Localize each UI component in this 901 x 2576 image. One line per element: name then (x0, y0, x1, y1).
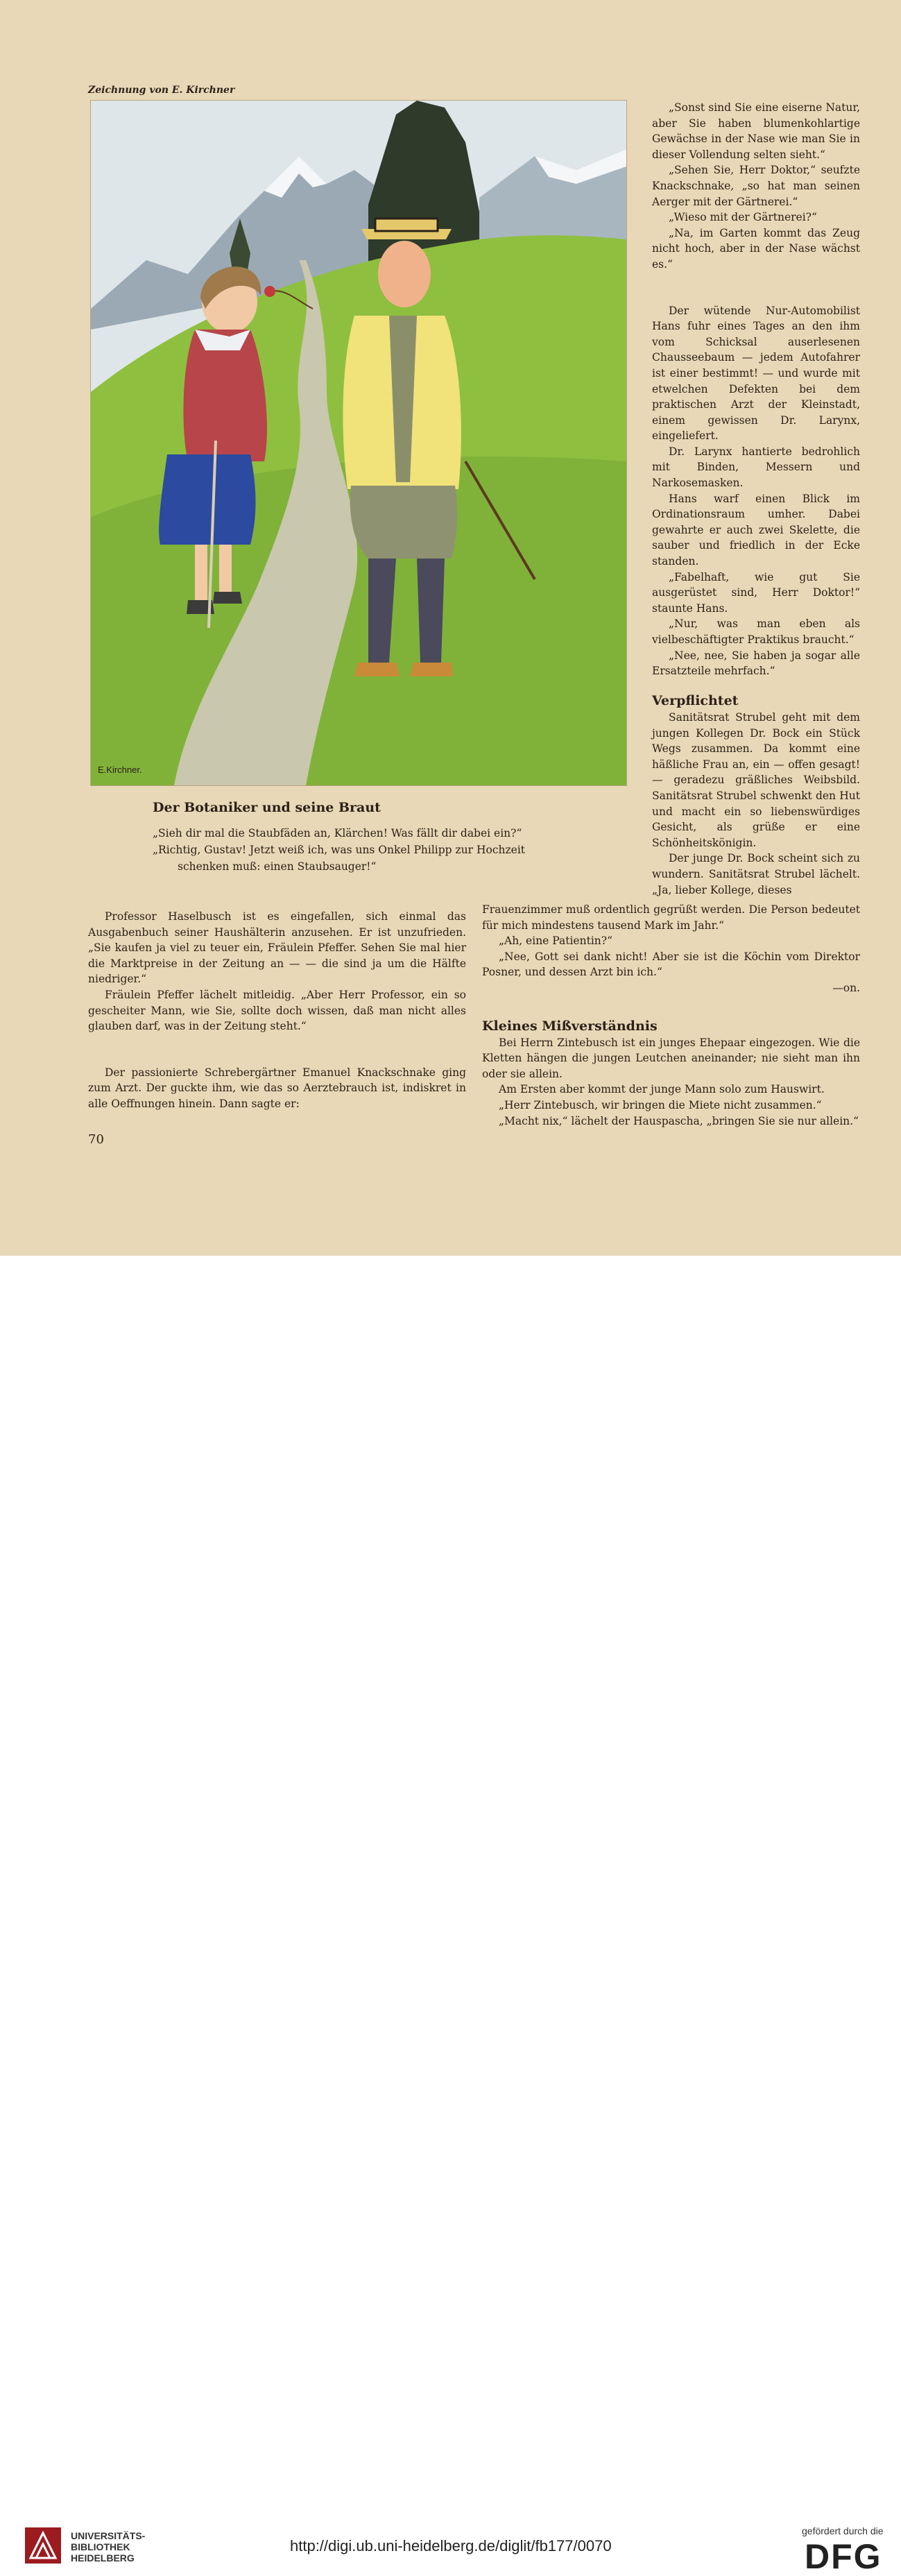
caption-line: „Sieh dir mal die Staubfäden an, Klärchen! Was fällt dir dabei ein?“ (153, 827, 522, 839)
illustration-signature: E.Kirchner. (98, 765, 142, 775)
library-name[interactable]: UNIVERSITÄTS- BIBLIOTHEK HEIDELBERG (71, 2530, 146, 2564)
permalink-url[interactable]: http://digi.ub.uni-heidelberg.de/diglit/fb177/0070 (290, 2537, 612, 2554)
paragraph: „Herr Zintebusch, wir bringen die Miete nicht zusammen.“ (499, 1098, 822, 1111)
paragraph: Frauenzimmer muß ordentlich gegrüßt werden. Die Person bedeutet für mich mindestens tausend Mark im Jahr.“ (482, 903, 860, 932)
paragraph: „Sonst sind Sie eine eiserne Natur, aber Sie haben blumenkohlartige Gewächse in der Nase wie man Sie in dieser Vollendung selten sieht.“ (652, 101, 860, 161)
illustration (90, 100, 627, 786)
caption-line: schenken muß: einen Staubsauger!“ (178, 860, 377, 873)
right-column-top (652, 100, 860, 679)
paragraph: „Fabelhaft, wie gut Sie ausgerüstet sind, Herr Doktor!“ staunte Hans. (652, 570, 860, 615)
left-bottom-column (88, 909, 466, 1112)
section-heading: Kleines Mißverständnis (482, 1018, 658, 1034)
paragraph: „Ah, eine Patientin?“ (499, 935, 612, 948)
illustration-credit: Zeichnung von E. Kirchner (88, 85, 235, 96)
author-signature: —on. (832, 981, 860, 994)
library-logo-icon (25, 2527, 61, 2564)
paragraph: Hans warf einen Blick im Ordinationsraum umher. Dabei gewahrte er auch zwei Skelette, die sauber und friedlich in der Ecke standen. (652, 492, 860, 568)
page-number: 70 (88, 1132, 104, 1147)
paragraph: Fräulein Pfeffer lächelt mitleidig. „Aber Herr Professor, ein so gescheiter Mann, wie Sie, sollte doch wissen, daß man nicht alles glauben darf, was in der Zeitung steht.“ (88, 988, 466, 1033)
paragraph: Der passionierte Schrebergärtner Emanuel Knackschnake ging zum Arzt. Der guckte ihm, wie das so Aerztebrauch ist, indiskret in alle Oeffnungen hinein. Dann sagte er: (88, 1066, 466, 1110)
illustration-caption (153, 825, 583, 875)
caption-title: Der Botaniker und seine Braut (153, 800, 381, 815)
paragraph: Dr. Larynx hantierte bedrohlich mit Binden, Messern und Narkosemasken. (652, 445, 860, 490)
caption-line: „Richtig, Gustav! Jetzt weiß ich, was uns Onkel Philipp zur Hochzeit (153, 844, 526, 856)
paragraph: „Nee, Gott sei dank nicht! Aber sie ist die Köchin vom Direktor Posner, und dessen Arzt bin ich.“ (482, 950, 860, 979)
paragraph: „Macht nix,“ lächelt der Hauspascha, „bringen Sie sie nur allein.“ (499, 1114, 859, 1127)
dfg-logo[interactable]: DFG (805, 2537, 882, 2576)
paragraph: Sanitätsrat Strubel geht mit dem jungen Kollegen Dr. Bock ein Stück Wegs zusammen. Da kommt eine häßliche Frau an, ein — offen gesagt! — geradezu gräßliches Weibsbild. Sanitätsrat Strubel schwenkt den Hut und macht ein so liebenswürdiges Gesicht, als grüße er eine Schönheitskönigin. (652, 711, 860, 849)
section-heading: Verpflichtet (652, 693, 739, 708)
paragraph: Der wütende Nur-Automobilist Hans fuhr eines Tages an den ihm vom Schicksal auserlesenen Chausseebaum — jedem Autofahrer ist einer bestimmt! — und wurde mit etwelchen Defekten bei dem praktischen Arzt der Kleinstadt, einem gewissen Dr. Larynx, eingeliefert. (652, 304, 860, 443)
footer-bar (0, 1256, 901, 2576)
right-bottom-column (482, 902, 860, 1129)
paragraph: Professor Haselbusch ist es eingefallen, sich einmal das Ausgabenbuch seiner Haushälterin anzusehen. Er ist unzufrieden. „Sie kaufen ja viel zu teuer ein, Fräulein Pfeffer. Sehen Sie mal hier die Marktpreise in der Zeitung an — — die sind ja um die Hälfte niedriger.“ (88, 910, 466, 986)
sponsor-label: gefördert durch die (802, 2525, 884, 2536)
paragraph: „Wieso mit der Gärtnerei?“ (669, 211, 817, 224)
paragraph: „Nur, was man eben als vielbeschäftigter Praktikus braucht.“ (652, 617, 860, 646)
paragraph: „Nee, nee, Sie haben ja sogar alle Ersatzteile mehrfach.“ (652, 649, 860, 678)
paragraph: Bei Herrn Zintebusch ist ein junges Ehepaar eingezogen. Wie die Kletten hängen die jungen Leutchen aneinander; nie sieht man ihn oder sie allein. (482, 1036, 860, 1080)
magazine-page (0, 0, 901, 1256)
paragraph: Am Ersten aber kommt der junge Mann solo zum Hauswirt. (499, 1083, 825, 1096)
illustration-drawing (91, 101, 626, 785)
paragraph: „Sehen Sie, Herr Doktor,“ seufzte Knackschnake, „so hat man seinen Aerger mit der Gärtnerei.“ (652, 164, 860, 208)
paragraph: „Na, im Garten kommt das Zeug nicht hoch, aber in der Nase wächst es.“ (652, 226, 860, 271)
paragraph: Der junge Dr. Bock scheint sich zu wundern. Sanitätsrat Strubel lächelt. „Ja, lieber Kollege, dieses (652, 852, 860, 896)
verpflichtet-column (652, 692, 860, 898)
